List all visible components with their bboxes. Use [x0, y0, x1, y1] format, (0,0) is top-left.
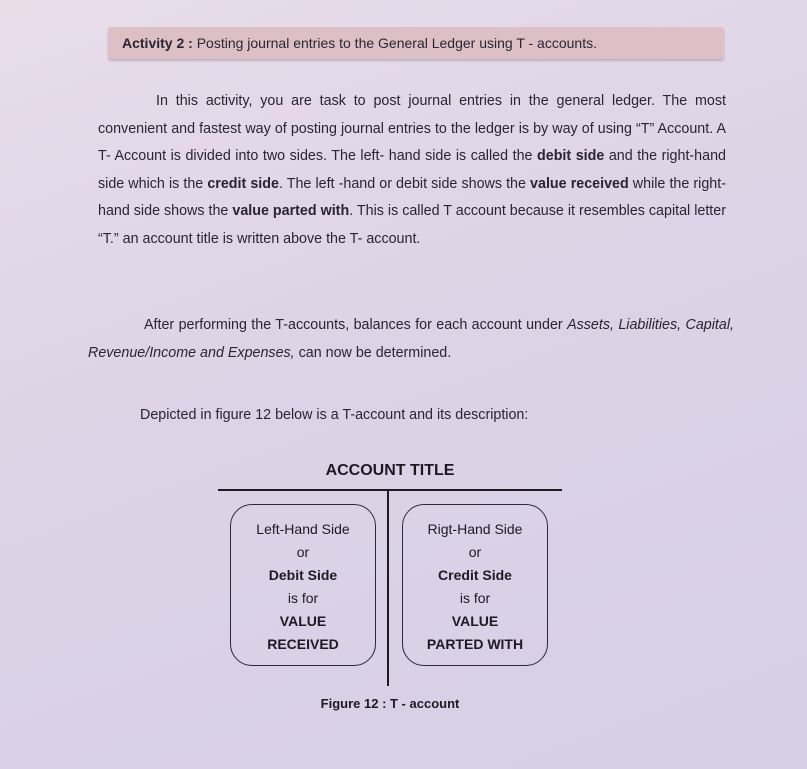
credit-value-label: VALUE: [451, 613, 499, 629]
text-run: and the right-hand side which is the: [98, 148, 726, 192]
intro-line: written above the T- account.: [237, 230, 421, 247]
activity-title: Posting journal entries to the General Ledger using T - accounts.: [196, 35, 597, 51]
debit-received-label: RECEIVED: [267, 636, 339, 652]
intro-line: using “T” Account. A T- Account is divided into two sides. The left- hand side is called: [98, 120, 726, 164]
activity-label: Activity 2 :: [122, 35, 193, 51]
debit-side-box: [230, 504, 376, 666]
text-run: the: [512, 148, 538, 164]
credit-line: is for: [459, 590, 491, 606]
text-run: or: [468, 544, 482, 560]
value-parted-term: value parted with: [232, 203, 350, 219]
debit-side-term: debit side: [537, 148, 605, 164]
intro-line: In this activity, you are task to post journal entries in the general ledger. The: [156, 93, 688, 109]
account-types-term: Liabilities, Capital, Revenue/Income and Expenses,: [88, 317, 734, 361]
value-received-term: value received: [530, 175, 629, 192]
text-run: can now be determined.: [294, 344, 452, 361]
text-run: . The left -hand or debit: [278, 175, 428, 192]
debit-line: is for: [287, 590, 319, 606]
assets-term: Assets,: [567, 317, 614, 333]
t-vertical-line: [387, 491, 389, 686]
credit-parted-label: PARTED WITH: [426, 636, 524, 652]
t-horizontal-line: [218, 489, 562, 491]
text-run: or: [296, 544, 310, 560]
balances-line: [144, 317, 614, 333]
credit-side-label: Credit Side: [438, 567, 512, 583]
credit-line: Rigt-Hand Side: [427, 521, 523, 537]
intro-paragraph: [98, 88, 726, 253]
credit-side-term: credit side: [207, 175, 279, 192]
text-run: side shows the: [431, 175, 531, 192]
debit-side-label: Debit Side: [268, 567, 338, 583]
intro-line: most convenient and fastest way of posting journal entries to the ledger is by way of: [98, 93, 726, 137]
credit-side-box: [402, 504, 548, 666]
figure-caption: Figure 12 : T - account: [320, 696, 460, 711]
text-run: After performing the T-accounts, balances for each account under: [144, 317, 568, 333]
text-run: .: [349, 203, 354, 219]
debit-value-label: VALUE: [279, 613, 327, 629]
figure-intro-paragraph: Depicted in figure 12 below is a T-account and its description:: [140, 407, 529, 423]
activity-header: [108, 27, 724, 59]
credit-line: [403, 541, 547, 587]
intro-line: This is called T account because it resembles capital letter “T.” an account title is: [98, 203, 726, 247]
text-run: while the right-hand side shows the: [98, 175, 726, 219]
debit-line: [231, 541, 375, 587]
balances-paragraph: [88, 312, 734, 367]
t-account-figure: [218, 456, 562, 726]
debit-line: Left-Hand Side: [256, 521, 350, 537]
account-title: ACCOUNT TITLE: [325, 462, 455, 479]
